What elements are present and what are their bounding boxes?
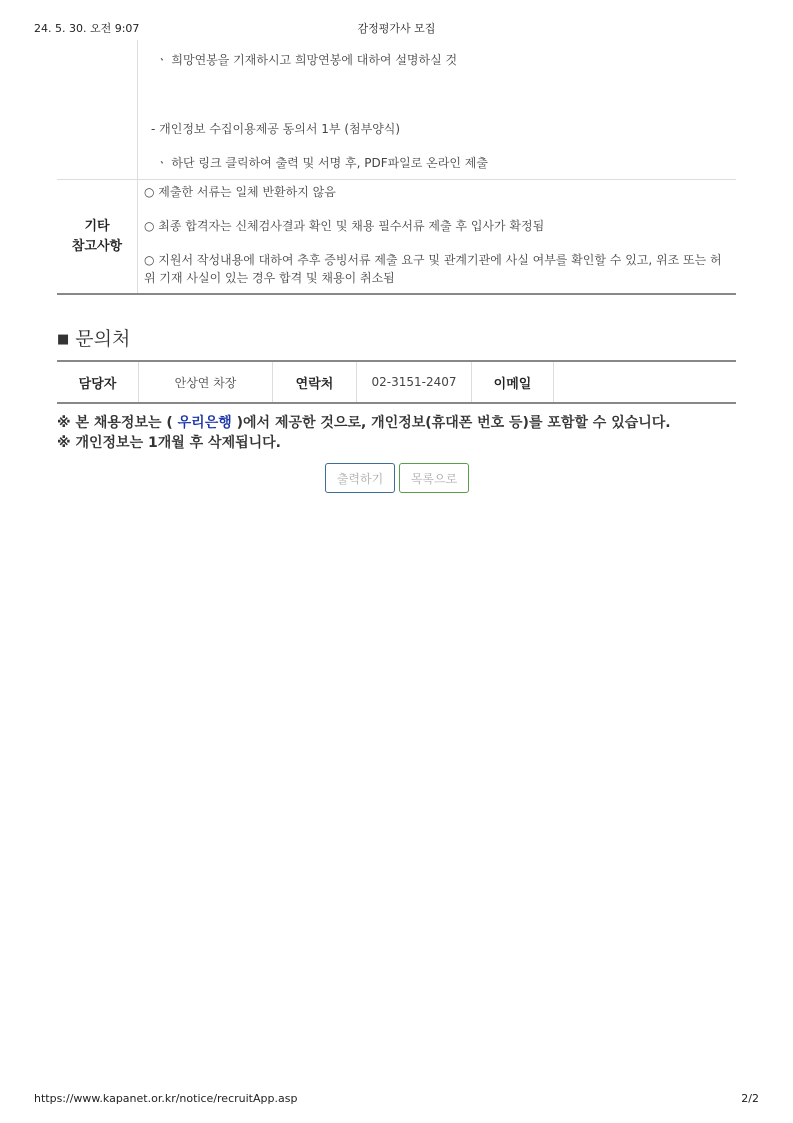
action-buttons [325, 463, 469, 493]
footer-page-number: 2/2 [741, 1092, 759, 1105]
misc-label-cell [57, 180, 138, 295]
salary-note: ㆍ 희망연봉을 기재하시고 희망연봉에 대하여 설명하실 것 [156, 53, 458, 67]
notice-prefix: ※ 본 채용정보는 ( [57, 415, 178, 431]
misc-content-cell [138, 180, 737, 295]
manager-label: 담당자 [57, 362, 139, 402]
empty-label-cell [57, 40, 138, 180]
docs-content-cell [138, 40, 737, 180]
print-button[interactable]: 출력하기 [325, 463, 395, 493]
notice-line2: ※ 개인정보는 1개월 후 삭제됩니다. [57, 435, 281, 451]
notice-line1 [57, 413, 671, 433]
misc-item: 위 기재 사실이 있는 경우 합격 및 채용이 취소됨 [144, 271, 395, 285]
footer-url: https://www.kapanet.or.kr/notice/recruitApp.asp [34, 1092, 298, 1105]
email-label: 이메일 [472, 362, 554, 402]
misc-item: ○ 최종 합격자는 신체검사결과 확인 및 채용 필수서류 제출 후 입사가 확정됨 [144, 219, 545, 233]
email-value [554, 362, 736, 402]
consent-form-note: ㆍ 하단 링크 클릭하여 출력 및 서명 후, PDF파일로 온라인 제출 [156, 156, 488, 170]
privacy-notice [57, 413, 671, 453]
recruit-info-table [57, 40, 736, 295]
back-to-list-button[interactable]: 목록으로 [399, 463, 469, 493]
misc-label-line1: 기타 [84, 218, 110, 234]
contact-table [57, 360, 736, 404]
square-bullet-icon: ■ [57, 332, 70, 347]
misc-item: ○ 지원서 작성내용에 대하여 추후 증빙서류 제출 요구 및 관계기관에 사실 여부를 확인할 수 있고, 위조 또는 허 [144, 253, 722, 267]
contact-section-label: 문의처 [75, 328, 131, 350]
misc-item: ○ 제출한 서류는 일체 반환하지 않음 [144, 185, 336, 199]
manager-value: 안상연 차장 [139, 362, 273, 402]
misc-label-line2: 참고사항 [71, 238, 123, 254]
contact-section-title [57, 324, 130, 351]
notice-suffix: )에서 제공한 것으로, 개인정보(휴대폰 번호 등)를 포함할 수 있습니다. [231, 415, 671, 431]
phone-value: 02-3151-2407 [357, 362, 472, 402]
print-title: 감정평가사 모집 [357, 22, 436, 35]
consent-form-item: - 개인정보 수집이용제공 동의서 1부 (첨부양식) [151, 122, 401, 136]
print-date: 24. 5. 30. 오전 9:07 [34, 22, 140, 35]
phone-label: 연락처 [273, 362, 357, 402]
bank-name-link[interactable]: 우리은행 [177, 415, 232, 431]
